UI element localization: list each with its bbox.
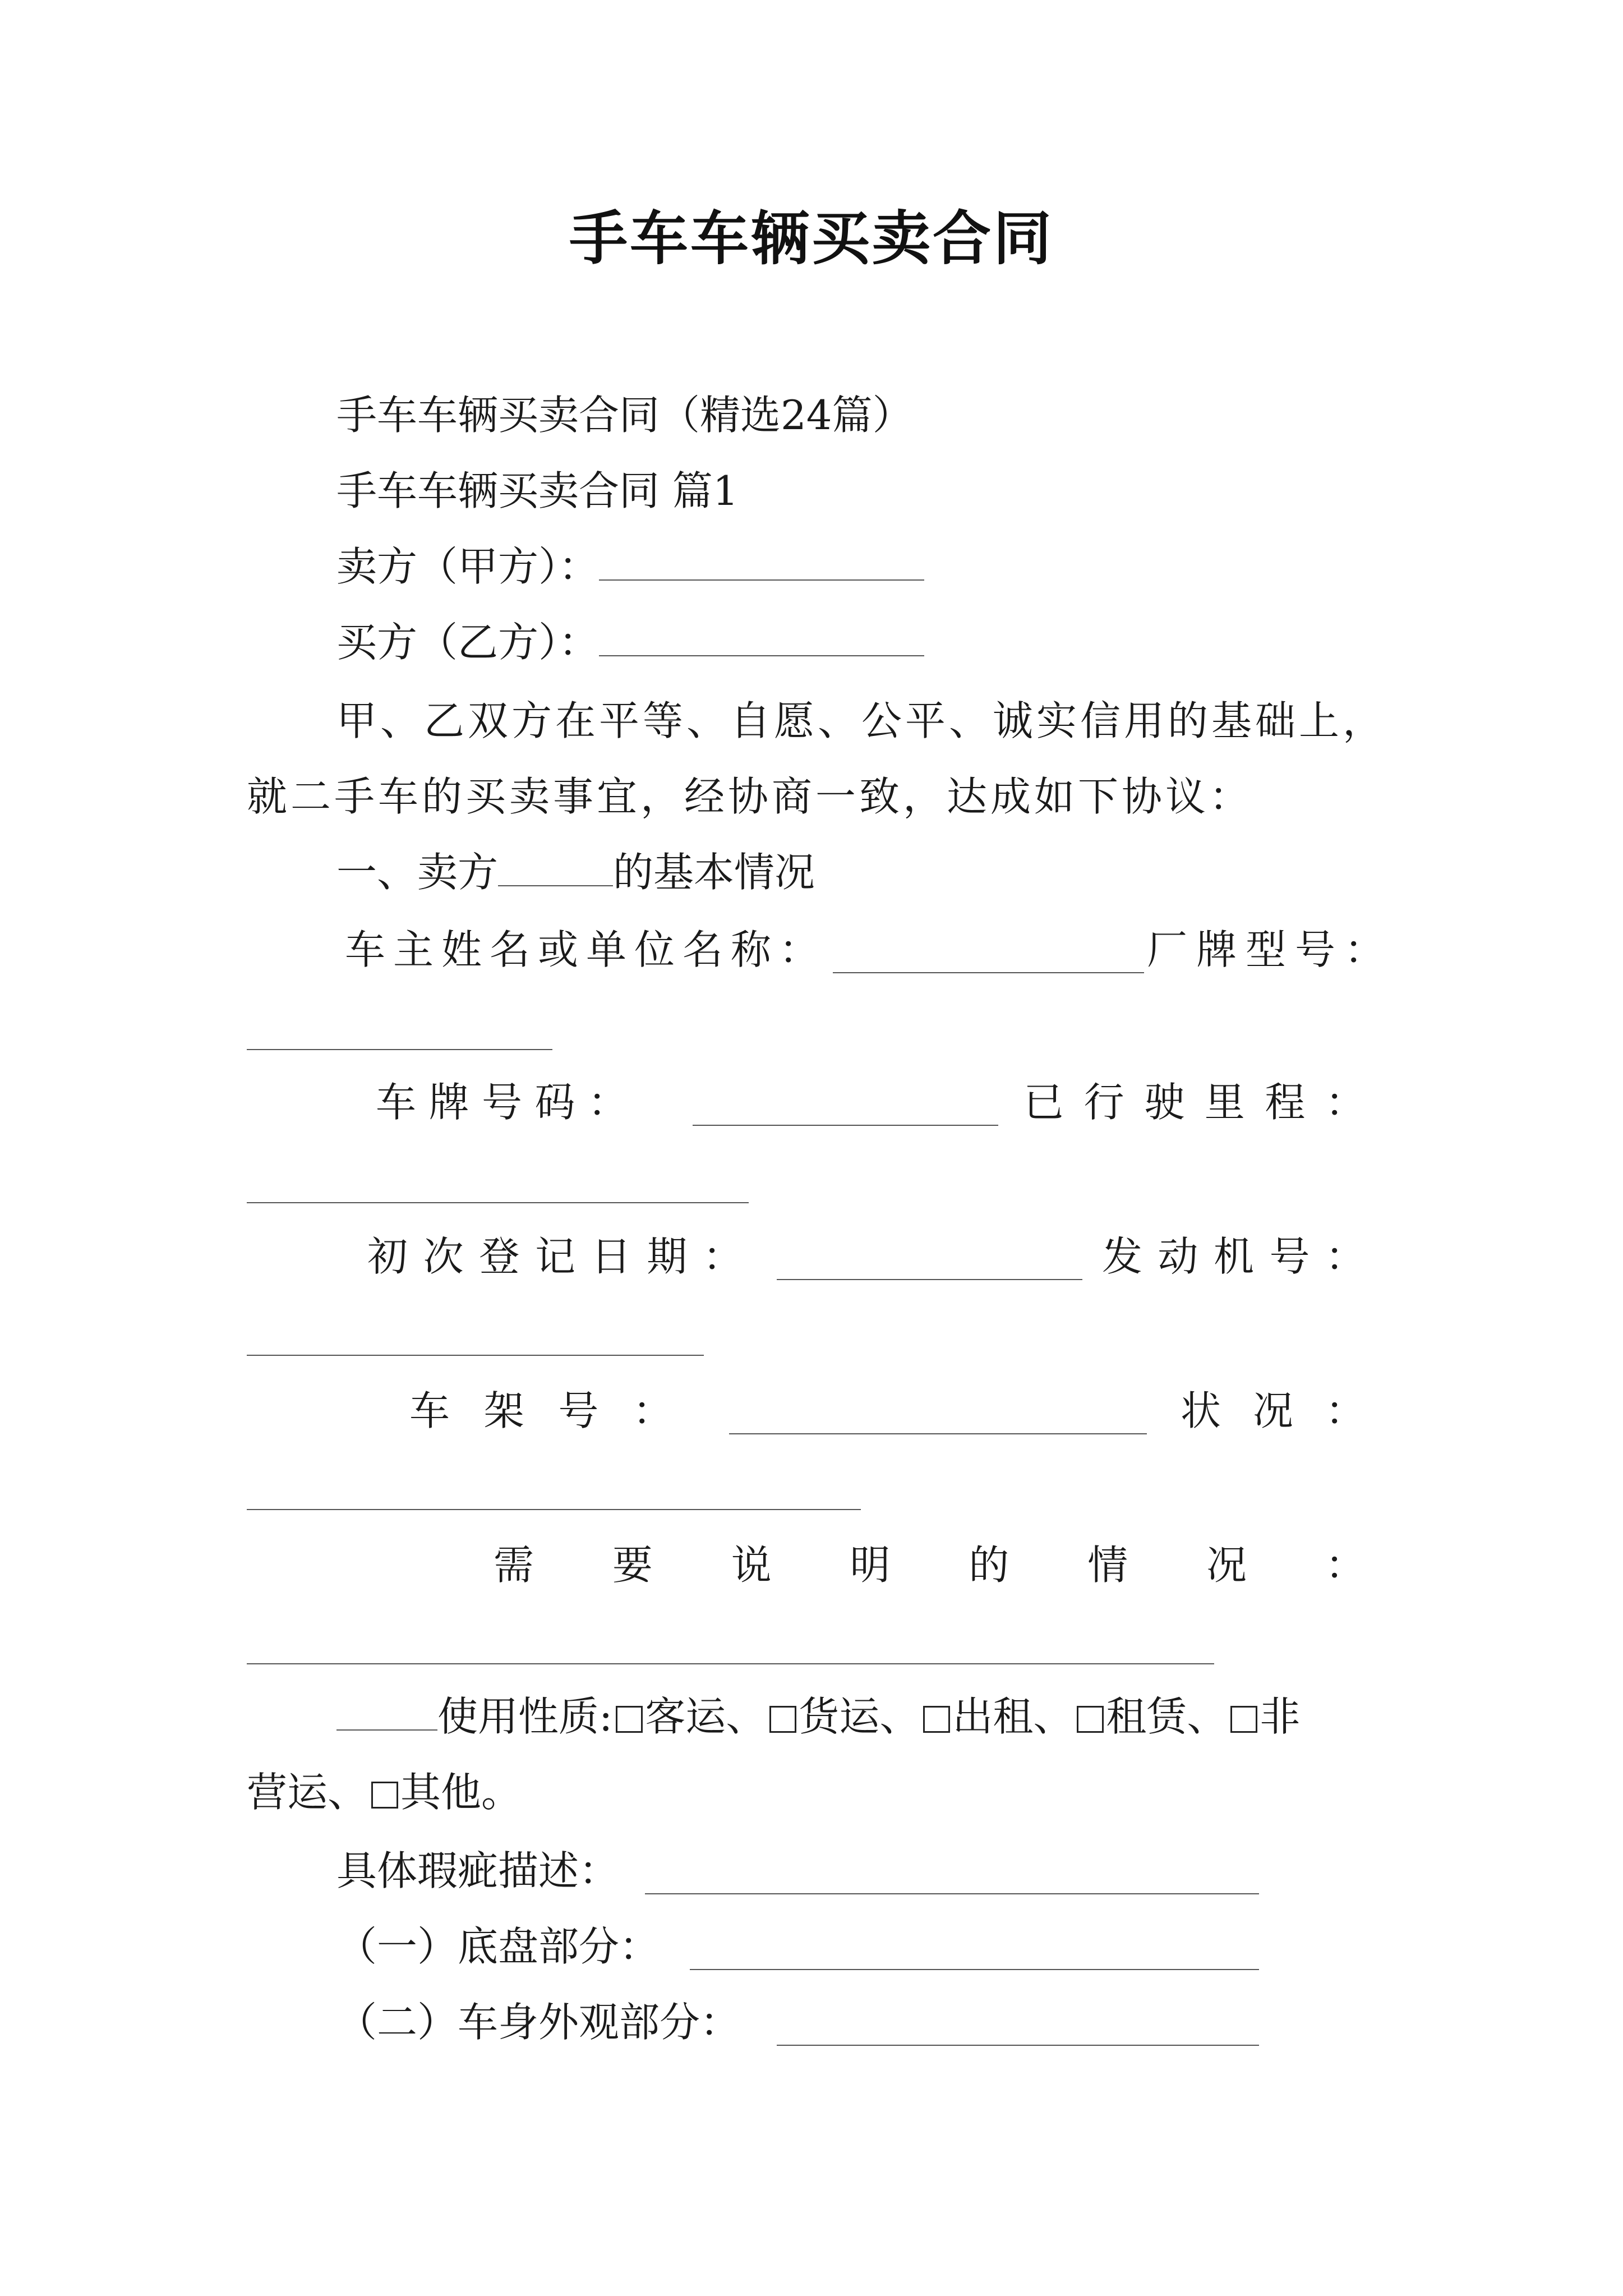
plate-no-blank[interactable] — [693, 1125, 998, 1126]
section-1-suffix: 的基本情况 — [613, 849, 815, 896]
brand-model-blank[interactable] — [247, 1049, 552, 1050]
checkbox-passenger[interactable] — [616, 1706, 643, 1733]
section-1-blank[interactable] — [498, 846, 613, 886]
engine-no-label: 发 动 机 号 ： — [1102, 1233, 1366, 1280]
body-label: （二）车身外观部分： — [336, 1999, 741, 2046]
buyer-label: 买方（乙方）： — [336, 619, 600, 666]
intro-line-2: 就二手车的买卖事宜，经协商一致，达成如下协议： — [247, 773, 1253, 820]
checkbox-lease[interactable] — [1077, 1706, 1104, 1733]
document-title: 手车车辆买卖合同 — [569, 204, 1054, 273]
status-blank[interactable] — [247, 1509, 861, 1510]
intro-line-1: 甲、乙双方在平等、自愿、公平、诚实信用的基础上， — [336, 697, 1387, 744]
reg-date-blank[interactable] — [777, 1279, 1082, 1280]
defects-blank[interactable] — [645, 1893, 1259, 1894]
seller-line — [336, 539, 924, 595]
buyer-line — [336, 614, 924, 670]
piece-title: 手车车辆买卖合同 篇1 — [336, 467, 739, 514]
checkbox-freight[interactable] — [769, 1706, 796, 1733]
chassis-label: （一）底盘部分： — [336, 1923, 660, 1970]
section-1-prefix: 一、卖方 — [336, 849, 499, 896]
checkbox-other[interactable] — [371, 1782, 398, 1809]
engine-no-blank[interactable] — [247, 1355, 704, 1356]
frame-no-label: 车 架 号 ： — [409, 1387, 673, 1434]
reg-date-label: 初 次 登 记 日 期 ： — [367, 1233, 743, 1280]
usage-label: 使用性质: — [437, 1693, 613, 1740]
remarks-label: 需 要 说 明 的 情 况 ： — [494, 1542, 1366, 1589]
subtitle: 手车车辆买卖合同（精选24篇） — [336, 392, 913, 439]
chassis-blank[interactable] — [690, 1969, 1259, 1970]
checkbox-taxi[interactable] — [923, 1706, 950, 1733]
status-label: 状 况 ： — [1181, 1387, 1366, 1434]
buyer-blank[interactable] — [599, 616, 924, 656]
owner-name-label: 车主姓名或单位名称： — [345, 926, 828, 973]
body-blank[interactable] — [777, 2045, 1259, 2046]
chassis-line — [336, 1918, 660, 1975]
mileage-label: 已 行 驶 里 程 ： — [1023, 1079, 1366, 1126]
usage-line-1: 使用性质: 客运、 货运、 出租、 租赁、 非 — [336, 1688, 1300, 1745]
checkbox-non-operating[interactable] — [1230, 1706, 1257, 1733]
mileage-blank[interactable] — [247, 1202, 749, 1203]
section-1-heading — [336, 844, 815, 900]
defects-label: 具体瑕疵描述： — [336, 1847, 620, 1894]
remarks-blank[interactable] — [247, 1663, 1214, 1664]
frame-no-blank[interactable] — [729, 1433, 1147, 1434]
usage-blank[interactable] — [336, 1690, 437, 1731]
brand-model-label: 厂牌型号： — [1147, 926, 1394, 973]
defects-line — [336, 1843, 619, 1899]
body-line — [336, 1994, 740, 2050]
seller-blank[interactable] — [599, 540, 924, 581]
seller-label: 卖方（甲方）： — [336, 543, 600, 590]
owner-name-blank[interactable] — [833, 972, 1144, 973]
usage-line-2: 营运、 其他。 — [247, 1769, 522, 1816]
plate-no-label: 车 牌 号 码 ： — [376, 1079, 628, 1126]
